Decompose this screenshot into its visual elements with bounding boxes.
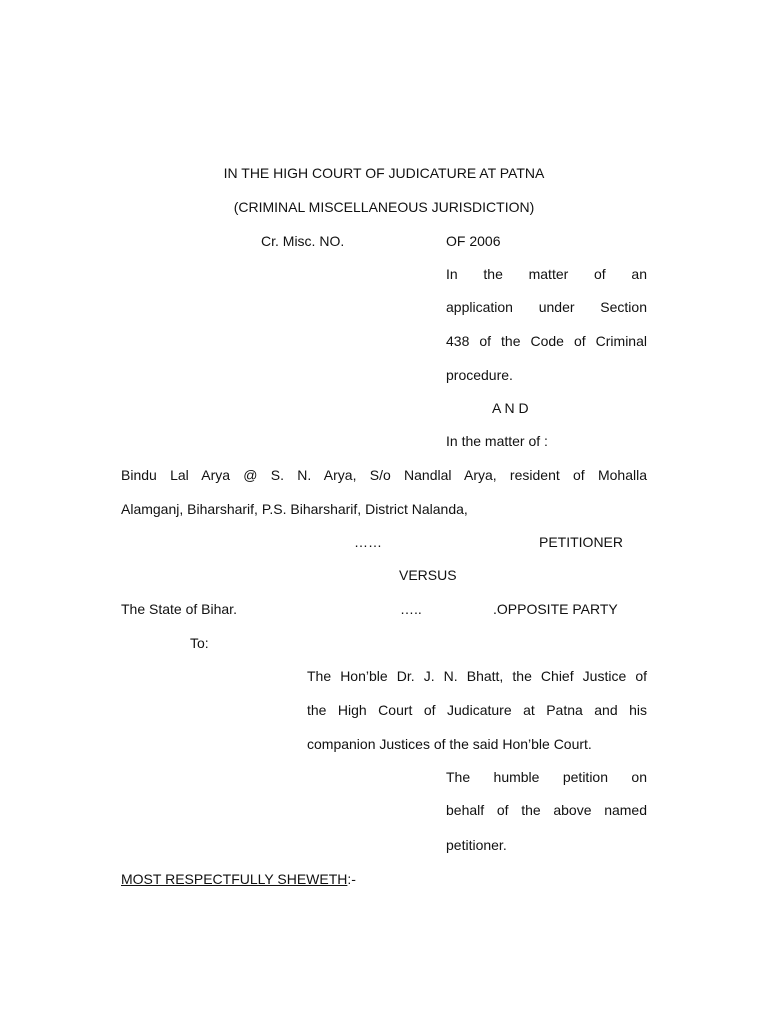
case-number-label: Cr. Misc. NO. bbox=[261, 233, 345, 249]
address-line-2: the High Court of Judicature at Patna and his bbox=[307, 702, 647, 718]
address-line-1: The Hon’ble Dr. J. N. Bhatt, the Chief Justice of bbox=[307, 668, 647, 684]
matter-line-2: application under Section bbox=[446, 299, 647, 315]
petitioner-dots: …… bbox=[354, 534, 382, 550]
case-year: OF 2006 bbox=[446, 233, 501, 249]
petition-line-1: The humble petition on bbox=[446, 769, 647, 785]
in-the-matter-of: In the matter of : bbox=[446, 433, 548, 449]
address-line-3: companion Justices of the said Hon’ble Court. bbox=[307, 736, 592, 752]
petitioner-role: PETITIONER bbox=[539, 534, 624, 550]
petitioner-line-1: Bindu Lal Arya @ S. N. Arya, S/o Nandlal Arya, resident of Mohalla bbox=[121, 467, 647, 483]
petition-line-2: behalf of the above named bbox=[446, 802, 647, 818]
most-respectfully-sheweth bbox=[121, 870, 356, 888]
petition-line-3: petitioner. bbox=[446, 837, 507, 853]
sheweth-underlined: MOST RESPECTFULLY SHEWETH bbox=[121, 871, 348, 887]
matter-line-1: In the matter of an bbox=[446, 266, 647, 282]
opposite-party-name: The State of Bihar. bbox=[121, 601, 237, 617]
court-heading: IN THE HIGH COURT OF JUDICATURE AT PATNA bbox=[223, 165, 545, 181]
matter-line-3: 438 of the Code of Criminal bbox=[446, 333, 647, 349]
jurisdiction-heading: (CRIMINAL MISCELLANEOUS JURISDICTION) bbox=[233, 199, 535, 215]
and-separator: A N D bbox=[492, 400, 529, 416]
versus-label: VERSUS bbox=[399, 567, 457, 583]
petitioner-line-2: Alamganj, Biharsharif, P.S. Biharsharif, District Nalanda, bbox=[121, 501, 468, 517]
to-label: To: bbox=[190, 635, 209, 651]
matter-line-4: procedure. bbox=[446, 367, 513, 383]
opposite-party-dots: ….. bbox=[400, 601, 422, 617]
sheweth-suffix: :- bbox=[347, 871, 356, 887]
opposite-party-role: .OPPOSITE PARTY bbox=[493, 601, 618, 617]
